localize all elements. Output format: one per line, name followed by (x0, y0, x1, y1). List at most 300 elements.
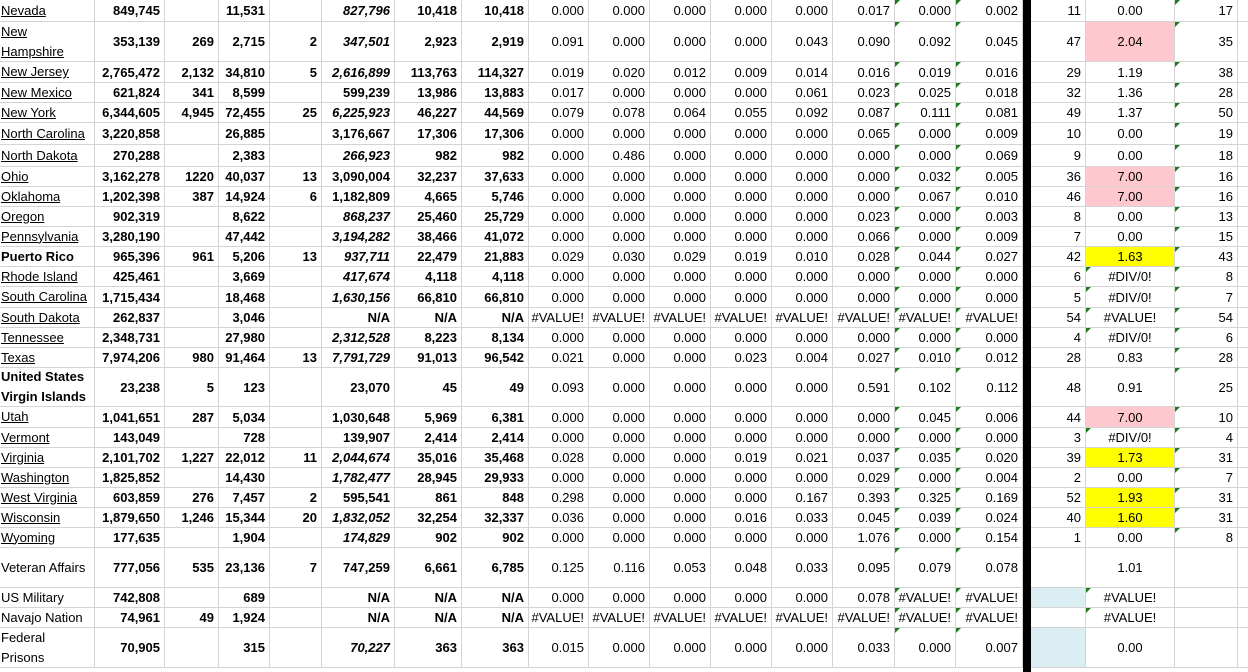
cell-ratio[interactable]: 0.91 (1086, 368, 1175, 407)
region-name-link[interactable]: Texas (1, 349, 35, 365)
cell-c5[interactable]: 38,466 (395, 227, 462, 247)
cell-rank2[interactable] (1175, 628, 1238, 668)
cell-empty[interactable] (1238, 368, 1248, 407)
cell-c5[interactable]: 2,414 (395, 428, 462, 448)
cell-region-name[interactable] (0, 145, 95, 167)
cell-rate-3[interactable]: 0.000 (711, 207, 772, 227)
cell-rate-5[interactable]: 0.000 (833, 428, 895, 448)
cell-c2[interactable]: 72,455 (219, 103, 270, 123)
cell-rate-7[interactable]: 0.081 (956, 103, 1023, 123)
cell-ratio[interactable]: 0.00 (1086, 0, 1175, 22)
cell-rate-1[interactable]: 0.116 (589, 548, 650, 588)
cell-rate-6[interactable]: 0.032 (895, 167, 956, 187)
cell-c4[interactable]: 937,711 (322, 247, 395, 267)
cell-rate-7[interactable]: 0.006 (956, 407, 1023, 428)
cell-c2[interactable]: 91,464 (219, 348, 270, 368)
cell-rank[interactable] (1031, 628, 1086, 668)
cell-rate-3[interactable]: 0.000 (711, 145, 772, 167)
cell-rate-6[interactable]: 0.025 (895, 83, 956, 103)
cell-rate-6[interactable]: 0.039 (895, 508, 956, 528)
cell-c5[interactable]: 113,763 (395, 62, 462, 83)
cell-c2[interactable]: 8,622 (219, 207, 270, 227)
cell-rate-4[interactable]: 0.000 (772, 123, 833, 145)
cell-rate-1[interactable]: 0.000 (589, 22, 650, 62)
cell-rank[interactable]: 44 (1031, 407, 1086, 428)
cell-c3[interactable]: 13 (270, 247, 322, 267)
cell-ratio[interactable]: 1.19 (1086, 62, 1175, 83)
cell-rank2[interactable]: 35 (1175, 22, 1238, 62)
cell-ratio[interactable]: 7.00 (1086, 167, 1175, 187)
cell-rank[interactable]: 9 (1031, 145, 1086, 167)
cell-rate-7[interactable]: 0.169 (956, 488, 1023, 508)
cell-c2[interactable]: 123 (219, 368, 270, 407)
cell-rate-4[interactable]: 0.021 (772, 448, 833, 468)
cell-total[interactable]: 849,745 (95, 0, 165, 22)
cell-rate-7[interactable]: 0.000 (956, 328, 1023, 348)
cell-rate-3[interactable]: #VALUE! (711, 308, 772, 328)
cell-c4[interactable]: N/A (322, 588, 395, 608)
cell-rate-5[interactable]: 0.023 (833, 207, 895, 227)
cell-c4[interactable]: 417,674 (322, 267, 395, 287)
cell-rank2[interactable]: 7 (1175, 468, 1238, 488)
cell-ratio[interactable]: #DIV/0! (1086, 267, 1175, 287)
cell-empty[interactable] (1238, 83, 1248, 103)
cell-c5[interactable]: 66,810 (395, 287, 462, 308)
cell-rate-5[interactable]: 1.076 (833, 528, 895, 548)
cell-empty[interactable] (1238, 287, 1248, 308)
cell-rate-2[interactable]: 0.000 (650, 368, 711, 407)
cell-rank2[interactable]: 17 (1175, 0, 1238, 22)
cell-c3[interactable]: 25 (270, 103, 322, 123)
cell-ratio[interactable]: 7.00 (1086, 407, 1175, 428)
cell-c2[interactable]: 3,669 (219, 267, 270, 287)
cell-c6[interactable]: 32,337 (462, 508, 529, 528)
cell-c4[interactable]: 1,832,052 (322, 508, 395, 528)
cell-c6[interactable]: 13,883 (462, 83, 529, 103)
cell-c4[interactable]: 70,227 (322, 628, 395, 668)
cell-rate-0[interactable]: 0.000 (529, 468, 589, 488)
cell-rate-0[interactable]: 0.000 (529, 0, 589, 22)
cell-rate-5[interactable]: 0.066 (833, 227, 895, 247)
cell-c3[interactable] (270, 123, 322, 145)
cell-rate-3[interactable]: 0.000 (711, 123, 772, 145)
cell-region-name[interactable] (0, 407, 95, 428)
cell-rank[interactable]: 48 (1031, 368, 1086, 407)
cell-rate-1[interactable]: 0.000 (589, 207, 650, 227)
cell-ratio[interactable]: #VALUE! (1086, 608, 1175, 628)
cell-total[interactable]: 70,905 (95, 628, 165, 668)
cell-rate-7[interactable]: 0.027 (956, 247, 1023, 267)
cell-rate-1[interactable]: 0.000 (589, 187, 650, 207)
cell-rank2[interactable]: 8 (1175, 528, 1238, 548)
cell-rate-6[interactable]: 0.079 (895, 548, 956, 588)
cell-ratio[interactable]: 0.00 (1086, 227, 1175, 247)
region-name-link[interactable]: Ohio (1, 168, 29, 184)
cell-c1[interactable] (165, 468, 219, 488)
cell-rate-2[interactable]: 0.000 (650, 628, 711, 668)
cell-rate-4[interactable]: 0.000 (772, 187, 833, 207)
cell-rate-3[interactable]: 0.009 (711, 62, 772, 83)
cell-empty[interactable] (1238, 328, 1248, 348)
cell-rate-6[interactable]: 0.102 (895, 368, 956, 407)
cell-rate-3[interactable]: 0.000 (711, 227, 772, 247)
cell-rate-6[interactable]: #VALUE! (895, 308, 956, 328)
cell-rate-0[interactable]: 0.015 (529, 628, 589, 668)
cell-rate-4[interactable]: 0.004 (772, 348, 833, 368)
cell-rate-0[interactable]: 0.000 (529, 167, 589, 187)
cell-ratio[interactable]: 1.37 (1086, 103, 1175, 123)
cell-rate-7[interactable]: #VALUE! (956, 588, 1023, 608)
cell-total[interactable]: 3,280,190 (95, 227, 165, 247)
cell-region-name[interactable] (0, 83, 95, 103)
cell-rate-5[interactable]: 0.087 (833, 103, 895, 123)
cell-c3[interactable] (270, 588, 322, 608)
cell-c1[interactable]: 961 (165, 247, 219, 267)
cell-total[interactable]: 621,824 (95, 83, 165, 103)
cell-rank[interactable]: 39 (1031, 448, 1086, 468)
region-name-link[interactable]: Oregon (1, 208, 45, 224)
cell-total[interactable]: 3,220,858 (95, 123, 165, 145)
cell-c6[interactable]: 25,729 (462, 207, 529, 227)
cell-rate-7[interactable]: 0.045 (956, 22, 1023, 62)
cell-rank[interactable]: 3 (1031, 428, 1086, 448)
cell-rate-1[interactable]: 0.000 (589, 468, 650, 488)
cell-total[interactable]: 262,837 (95, 308, 165, 328)
cell-rate-6[interactable]: 0.092 (895, 22, 956, 62)
cell-c3[interactable] (270, 528, 322, 548)
cell-c4[interactable]: 347,501 (322, 22, 395, 62)
cell-c6[interactable]: N/A (462, 308, 529, 328)
cell-rank[interactable]: 46 (1031, 187, 1086, 207)
cell-rate-4[interactable]: #VALUE! (772, 308, 833, 328)
cell-c5[interactable]: N/A (395, 588, 462, 608)
cell-c5[interactable]: 35,016 (395, 448, 462, 468)
cell-rate-7[interactable]: 0.154 (956, 528, 1023, 548)
cell-c1[interactable] (165, 207, 219, 227)
cell-c6[interactable]: 848 (462, 488, 529, 508)
cell-total[interactable]: 603,859 (95, 488, 165, 508)
cell-region-name[interactable] (0, 508, 95, 528)
cell-c5[interactable]: 46,227 (395, 103, 462, 123)
cell-c3[interactable]: 13 (270, 167, 322, 187)
cell-ratio[interactable]: #DIV/0! (1086, 328, 1175, 348)
cell-rate-1[interactable]: 0.486 (589, 145, 650, 167)
region-name-link[interactable]: Pennsylvania (1, 228, 79, 244)
cell-rate-6[interactable]: 0.000 (895, 328, 956, 348)
cell-rate-7[interactable]: 0.009 (956, 123, 1023, 145)
cell-rank[interactable]: 49 (1031, 103, 1086, 123)
cell-rate-6[interactable]: #VALUE! (895, 588, 956, 608)
cell-c4[interactable]: N/A (322, 608, 395, 628)
cell-rate-4[interactable]: 0.061 (772, 83, 833, 103)
cell-rate-2[interactable]: 0.000 (650, 167, 711, 187)
cell-total[interactable]: 742,808 (95, 588, 165, 608)
cell-rate-4[interactable]: 0.000 (772, 468, 833, 488)
cell-ratio[interactable]: 1.36 (1086, 83, 1175, 103)
cell-rate-3[interactable]: 0.000 (711, 407, 772, 428)
cell-rate-6[interactable]: #VALUE! (895, 608, 956, 628)
cell-rank[interactable]: 7 (1031, 227, 1086, 247)
cell-c6[interactable]: 10,418 (462, 0, 529, 22)
cell-total[interactable]: 1,879,650 (95, 508, 165, 528)
cell-c1[interactable]: 287 (165, 407, 219, 428)
cell-rate-7[interactable]: 0.002 (956, 0, 1023, 22)
cell-rate-2[interactable]: 0.000 (650, 0, 711, 22)
cell-rank2[interactable]: 19 (1175, 123, 1238, 145)
cell-rate-5[interactable]: 0.065 (833, 123, 895, 145)
cell-c4[interactable]: 3,176,667 (322, 123, 395, 145)
cell-region-name[interactable] (0, 22, 95, 62)
cell-c1[interactable] (165, 123, 219, 145)
cell-rate-1[interactable]: 0.000 (589, 348, 650, 368)
cell-c2[interactable]: 315 (219, 628, 270, 668)
cell-region-name[interactable] (0, 548, 95, 588)
cell-rank2[interactable]: 38 (1175, 62, 1238, 83)
cell-c5[interactable]: 902 (395, 528, 462, 548)
cell-rate-0[interactable]: 0.000 (529, 187, 589, 207)
cell-rate-3[interactable]: 0.055 (711, 103, 772, 123)
cell-rate-0[interactable]: 0.000 (529, 123, 589, 145)
cell-rate-1[interactable]: 0.000 (589, 167, 650, 187)
cell-total[interactable]: 965,396 (95, 247, 165, 267)
cell-rate-6[interactable]: 0.010 (895, 348, 956, 368)
cell-c6[interactable]: 363 (462, 628, 529, 668)
cell-rank2[interactable]: 31 (1175, 508, 1238, 528)
cell-rate-5[interactable]: 0.000 (833, 145, 895, 167)
cell-c5[interactable]: N/A (395, 608, 462, 628)
cell-rate-6[interactable]: 0.000 (895, 428, 956, 448)
cell-c1[interactable]: 2,132 (165, 62, 219, 83)
cell-c1[interactable]: 535 (165, 548, 219, 588)
cell-rank2[interactable] (1175, 588, 1238, 608)
cell-rate-7[interactable]: 0.112 (956, 368, 1023, 407)
cell-rank[interactable]: 52 (1031, 488, 1086, 508)
cell-rate-7[interactable]: 0.007 (956, 628, 1023, 668)
cell-rank2[interactable]: 7 (1175, 287, 1238, 308)
cell-c2[interactable]: 728 (219, 428, 270, 448)
cell-rate-4[interactable]: 0.010 (772, 247, 833, 267)
cell-empty[interactable] (1238, 508, 1248, 528)
cell-c6[interactable]: N/A (462, 588, 529, 608)
cell-ratio[interactable]: 1.73 (1086, 448, 1175, 468)
region-name-link[interactable]: New Mexico (1, 84, 72, 100)
cell-empty[interactable] (1238, 468, 1248, 488)
cell-total[interactable]: 1,715,434 (95, 287, 165, 308)
cell-rank2[interactable]: 28 (1175, 83, 1238, 103)
cell-ratio[interactable]: 0.00 (1086, 468, 1175, 488)
cell-c4[interactable]: 827,796 (322, 0, 395, 22)
cell-rate-3[interactable]: 0.000 (711, 167, 772, 187)
cell-empty[interactable] (1238, 608, 1248, 628)
cell-total[interactable]: 1,202,398 (95, 187, 165, 207)
cell-c3[interactable] (270, 368, 322, 407)
cell-region-name[interactable] (0, 267, 95, 287)
cell-rate-4[interactable]: 0.000 (772, 368, 833, 407)
region-name-link[interactable]: West Virginia (1, 489, 78, 505)
cell-rate-1[interactable]: 0.000 (589, 488, 650, 508)
cell-rank2[interactable]: 10 (1175, 407, 1238, 428)
cell-rate-1[interactable]: 0.000 (589, 83, 650, 103)
cell-empty[interactable] (1238, 103, 1248, 123)
cell-rank[interactable]: 36 (1031, 167, 1086, 187)
cell-rate-0[interactable]: 0.000 (529, 267, 589, 287)
cell-rate-5[interactable]: 0.016 (833, 62, 895, 83)
cell-rate-0[interactable]: 0.000 (529, 407, 589, 428)
cell-rate-5[interactable]: 0.000 (833, 407, 895, 428)
cell-c1[interactable] (165, 145, 219, 167)
cell-empty[interactable] (1238, 488, 1248, 508)
cell-rate-4[interactable]: 0.092 (772, 103, 833, 123)
cell-rate-3[interactable]: 0.000 (711, 428, 772, 448)
cell-ratio[interactable]: #DIV/0! (1086, 428, 1175, 448)
cell-c2[interactable]: 5,034 (219, 407, 270, 428)
region-name-link[interactable]: New Jersey (1, 64, 69, 79)
cell-empty[interactable] (1238, 22, 1248, 62)
cell-c6[interactable]: 114,327 (462, 62, 529, 83)
cell-c2[interactable]: 3,046 (219, 308, 270, 328)
cell-rate-6[interactable]: 0.000 (895, 123, 956, 145)
cell-rate-2[interactable]: 0.000 (650, 588, 711, 608)
cell-c6[interactable]: 96,542 (462, 348, 529, 368)
cell-rank[interactable]: 42 (1031, 247, 1086, 267)
cell-c2[interactable]: 8,599 (219, 83, 270, 103)
region-name-link[interactable]: Wyoming (1, 529, 56, 545)
cell-c2[interactable]: 26,885 (219, 123, 270, 145)
cell-rate-5[interactable]: 0.023 (833, 83, 895, 103)
cell-ratio[interactable]: 7.00 (1086, 187, 1175, 207)
cell-region-name[interactable] (0, 348, 95, 368)
cell-c5[interactable]: 2,923 (395, 22, 462, 62)
cell-rate-6[interactable]: 0.000 (895, 468, 956, 488)
cell-rate-7[interactable]: 0.005 (956, 167, 1023, 187)
cell-rate-3[interactable]: 0.016 (711, 508, 772, 528)
cell-rate-2[interactable]: 0.012 (650, 62, 711, 83)
cell-c2[interactable]: 23,136 (219, 548, 270, 588)
cell-rate-5[interactable]: 0.028 (833, 247, 895, 267)
cell-rate-1[interactable]: 0.000 (589, 628, 650, 668)
cell-rate-7[interactable]: 0.009 (956, 227, 1023, 247)
cell-c1[interactable] (165, 328, 219, 348)
cell-rate-3[interactable]: 0.000 (711, 0, 772, 22)
cell-region-name[interactable] (0, 247, 95, 267)
cell-c2[interactable]: 22,012 (219, 448, 270, 468)
cell-rate-6[interactable]: 0.325 (895, 488, 956, 508)
cell-rate-6[interactable]: 0.035 (895, 448, 956, 468)
cell-c3[interactable]: 2 (270, 488, 322, 508)
cell-empty[interactable] (1238, 348, 1248, 368)
cell-rate-2[interactable]: 0.000 (650, 83, 711, 103)
region-name-link[interactable]: Vermont (1, 429, 50, 445)
cell-total[interactable]: 74,961 (95, 608, 165, 628)
cell-c6[interactable]: 902 (462, 528, 529, 548)
cell-ratio[interactable]: 0.00 (1086, 123, 1175, 145)
cell-c3[interactable]: 13 (270, 348, 322, 368)
cell-c3[interactable]: 2 (270, 22, 322, 62)
cell-region-name[interactable] (0, 628, 95, 668)
cell-c3[interactable] (270, 428, 322, 448)
cell-rate-5[interactable]: 0.027 (833, 348, 895, 368)
cell-empty[interactable] (1238, 308, 1248, 328)
cell-total[interactable]: 270,288 (95, 145, 165, 167)
cell-rate-2[interactable]: 0.000 (650, 468, 711, 488)
cell-rate-4[interactable]: 0.000 (772, 588, 833, 608)
cell-region-name[interactable] (0, 227, 95, 247)
cell-empty[interactable] (1238, 267, 1248, 287)
cell-rate-4[interactable]: 0.000 (772, 328, 833, 348)
cell-rate-5[interactable]: 0.000 (833, 287, 895, 308)
cell-c5[interactable]: 861 (395, 488, 462, 508)
cell-c6[interactable]: 44,569 (462, 103, 529, 123)
cell-empty[interactable] (1238, 145, 1248, 167)
cell-empty[interactable] (1238, 548, 1248, 588)
cell-rate-0[interactable]: #VALUE! (529, 608, 589, 628)
region-name-link[interactable]: Oklahoma (1, 188, 61, 204)
cell-rate-2[interactable]: 0.000 (650, 328, 711, 348)
cell-rate-4[interactable]: 0.000 (772, 207, 833, 227)
cell-c2[interactable]: 14,430 (219, 468, 270, 488)
cell-c2[interactable]: 2,715 (219, 22, 270, 62)
cell-rate-1[interactable]: 0.000 (589, 428, 650, 448)
cell-rate-0[interactable]: 0.029 (529, 247, 589, 267)
cell-rate-3[interactable]: 0.048 (711, 548, 772, 588)
cell-rate-2[interactable]: 0.000 (650, 287, 711, 308)
cell-rank[interactable]: 2 (1031, 468, 1086, 488)
cell-c6[interactable]: 49 (462, 368, 529, 407)
cell-c5[interactable]: 8,223 (395, 328, 462, 348)
cell-empty[interactable] (1238, 448, 1248, 468)
cell-region-name[interactable] (0, 528, 95, 548)
cell-rate-6[interactable]: 0.111 (895, 103, 956, 123)
cell-c2[interactable]: 47,442 (219, 227, 270, 247)
cell-rate-4[interactable]: 0.000 (772, 145, 833, 167)
cell-c4[interactable]: 599,239 (322, 83, 395, 103)
cell-rate-7[interactable]: 0.000 (956, 267, 1023, 287)
cell-rank2[interactable]: 6 (1175, 328, 1238, 348)
cell-region-name[interactable] (0, 103, 95, 123)
cell-rate-0[interactable]: 0.091 (529, 22, 589, 62)
cell-region-name[interactable] (0, 328, 95, 348)
cell-rate-6[interactable]: 0.000 (895, 528, 956, 548)
cell-c4[interactable]: 266,923 (322, 145, 395, 167)
cell-c3[interactable] (270, 608, 322, 628)
cell-rate-2[interactable]: 0.000 (650, 207, 711, 227)
cell-rate-7[interactable]: 0.003 (956, 207, 1023, 227)
cell-c4[interactable]: 3,194,282 (322, 227, 395, 247)
cell-rate-4[interactable]: 0.014 (772, 62, 833, 83)
cell-rate-7[interactable]: 0.078 (956, 548, 1023, 588)
cell-ratio[interactable]: #VALUE! (1086, 588, 1175, 608)
cell-c1[interactable]: 49 (165, 608, 219, 628)
cell-c4[interactable]: 139,907 (322, 428, 395, 448)
cell-rate-2[interactable]: 0.000 (650, 528, 711, 548)
cell-rate-2[interactable]: 0.000 (650, 448, 711, 468)
cell-ratio[interactable]: 0.00 (1086, 207, 1175, 227)
cell-c6[interactable]: 66,810 (462, 287, 529, 308)
cell-rate-3[interactable]: 0.000 (711, 187, 772, 207)
cell-c3[interactable]: 6 (270, 187, 322, 207)
region-name-link[interactable]: Wisconsin (1, 509, 61, 525)
region-name-link[interactable]: Nevada (1, 2, 46, 18)
cell-rank[interactable] (1031, 608, 1086, 628)
cell-c3[interactable] (270, 407, 322, 428)
cell-c5[interactable]: 982 (395, 145, 462, 167)
cell-total[interactable]: 1,825,852 (95, 468, 165, 488)
cell-region-name[interactable] (0, 0, 95, 22)
cell-rate-1[interactable]: 0.000 (589, 508, 650, 528)
cell-rate-4[interactable]: 0.000 (772, 628, 833, 668)
cell-rank2[interactable]: 54 (1175, 308, 1238, 328)
cell-region-name[interactable] (0, 187, 95, 207)
